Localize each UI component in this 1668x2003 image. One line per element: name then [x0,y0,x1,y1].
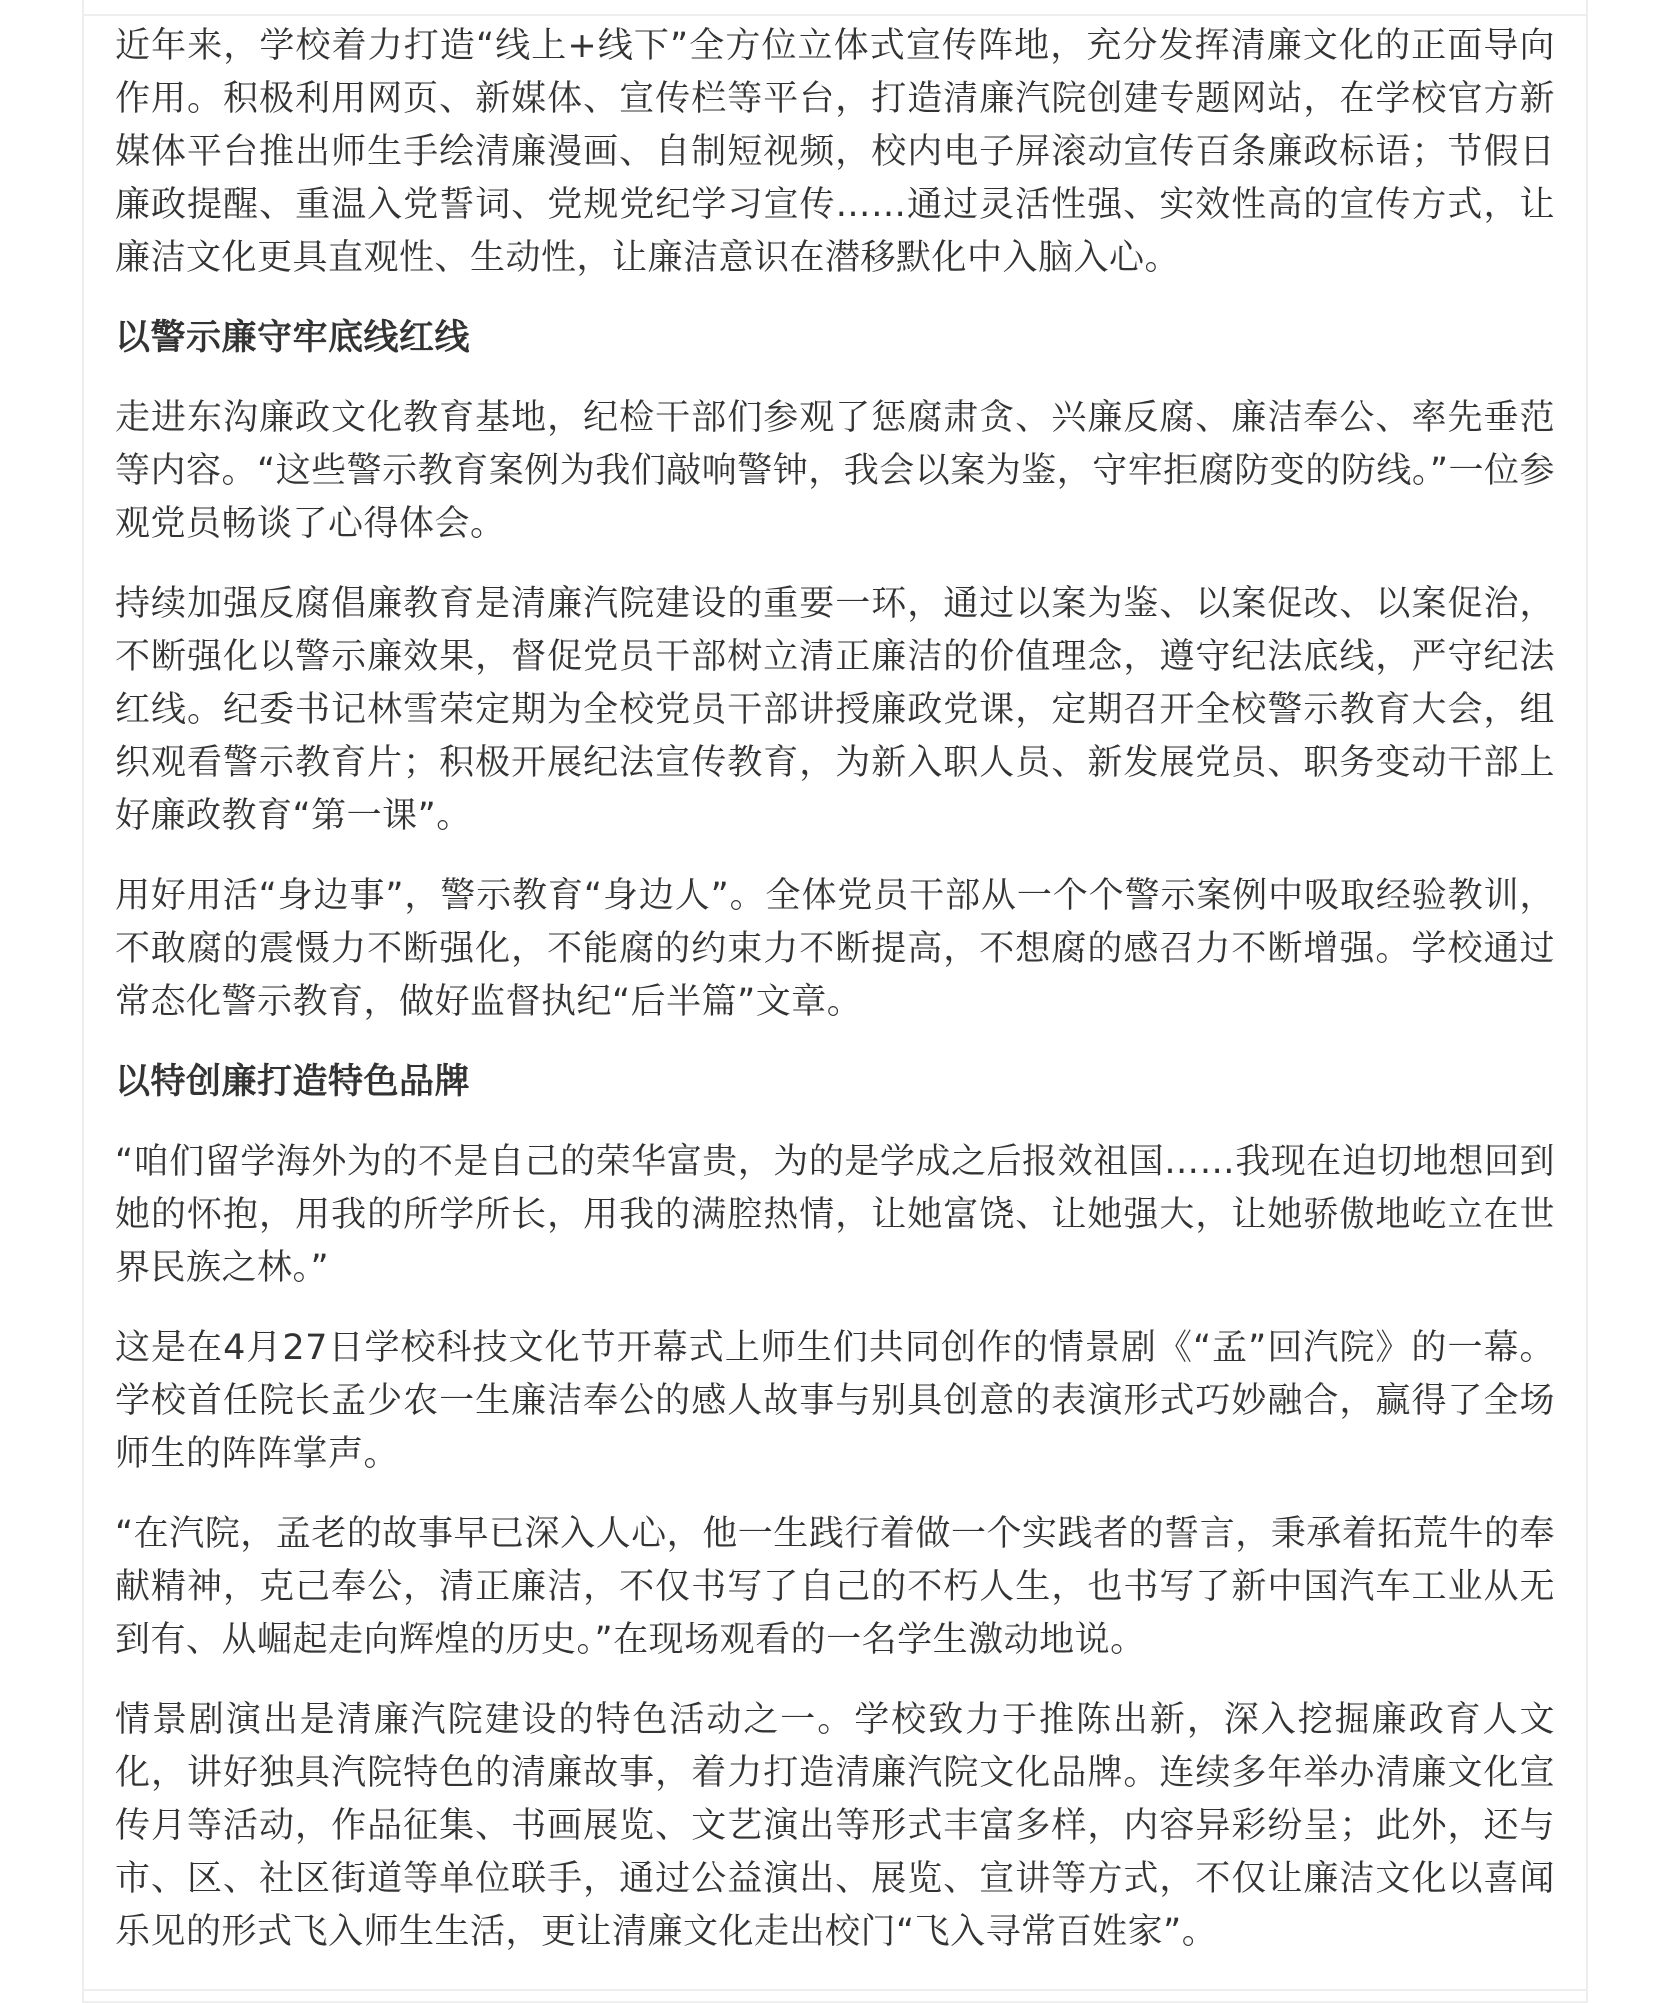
paragraph-brand-activities: 情景剧演出是清廉汽院建设的特色活动之一。学校致力于推陈出新，深入挖掘廉政育人文化，讲好独具汽院特色的清廉故事，着力打造清廉汽院文化品牌。连续多年举办清廉文化宣传月等活动，作品征集、书画展览、文艺演出等形式丰富多样，内容异彩纷呈；此外，还与市、区、社区街道等单位联手，通过公益演出、展览、宣讲等方式，不仅让廉洁文化以喜闻乐见的形式飞入师生生活，更让清廉文化走出校门“飞入寻常百姓家”。 [115,1700,1555,1952]
paragraph-student-comment: “在汽院，孟老的故事早已深入人心，他一生践行着做一个实践者的誓言，秉承着拓荒牛的奉献精神，克己奉公，清正廉洁，不仅书写了自己的不朽人生，也书写了新中国汽车工业从无到有、从崛起走向辉煌的历史。”在现场观看的一名学生激动地说。 [115,1514,1555,1660]
article-body [115,20,1555,1986]
paragraph-drama-scene: 这是在4月27日学校科技文化节开幕式上师生们共同创作的情景剧《“孟”回汽院》的一幕。学校首任院长孟少农一生廉洁奉公的感人故事与别具创意的表演形式巧妙融合，赢得了全场师生的阵阵掌声。 [115,1328,1555,1474]
card-top-divider [82,14,1588,16]
paragraph-anti-corruption-education: 持续加强反腐倡廉教育是清廉汽院建设的重要一环，通过以案为鉴、以案促改、以案促治，不断强化以警示廉效果，督促党员干部树立清正廉洁的价值理念，遵守纪法底线，严守纪法红线。纪委书记林雪荣定期为全校党员干部讲授廉政党课，定期召开全校警示教育大会，组织观看警示教育片；积极开展纪法宣传教育，为新入职人员、新发展党员、职务变动干部上好廉政教育“第一课”。 [115,584,1555,836]
paragraph-nearby-cases: 用好用活“身边事”，警示教育“身边人”。全体党员干部从一个个警示案例中吸取经验教训，不敢腐的震慑力不断强化，不能腐的约束力不断提高，不想腐的感召力不断增强。学校通过常态化警示教育，做好监督执纪“后半篇”文章。 [115,876,1555,1022]
section-heading-brand: 以特创廉打造特色品牌 [115,1062,471,1102]
paragraph-drama-quote: “咱们留学海外为的不是自己的荣华富贵，为的是学成之后报效祖国……我现在迫切地想回到她的怀抱，用我的所学所长，用我的满腔热情，让她富饶、让她强大，让她骄傲地屹立在世界民族之林。” [115,1142,1555,1288]
card-bottom-divider [82,1989,1588,1991]
paragraph-online-offline-publicity: 近年来，学校着力打造“线上+线下”全方位立体式宣传阵地，充分发挥清廉文化的正面导向作用。积极利用网页、新媒体、宣传栏等平台，打造清廉汽院创建专题网站，在学校官方新媒体平台推出师生手绘清廉漫画、自制短视频，校内电子屏滚动宣传百条廉政标语；节假日廉政提醒、重温入党誓词、党规党纪学习宣传……通过灵活性强、实效性高的宣传方式，让廉洁文化更具直观性、生动性，让廉洁意识在潜移默化中入脑入心。 [115,26,1555,278]
paragraph-education-base-visit: 走进东沟廉政文化教育基地，纪检干部们参观了惩腐肃贪、兴廉反腐、廉洁奉公、率先垂范等内容。“这些警示教育案例为我们敲响警钟，我会以案为鉴，守牢拒腐防变的防线。”一位参观党员畅谈了心得体会。 [115,398,1555,544]
section-heading-warning: 以警示廉守牢底线红线 [115,318,471,358]
